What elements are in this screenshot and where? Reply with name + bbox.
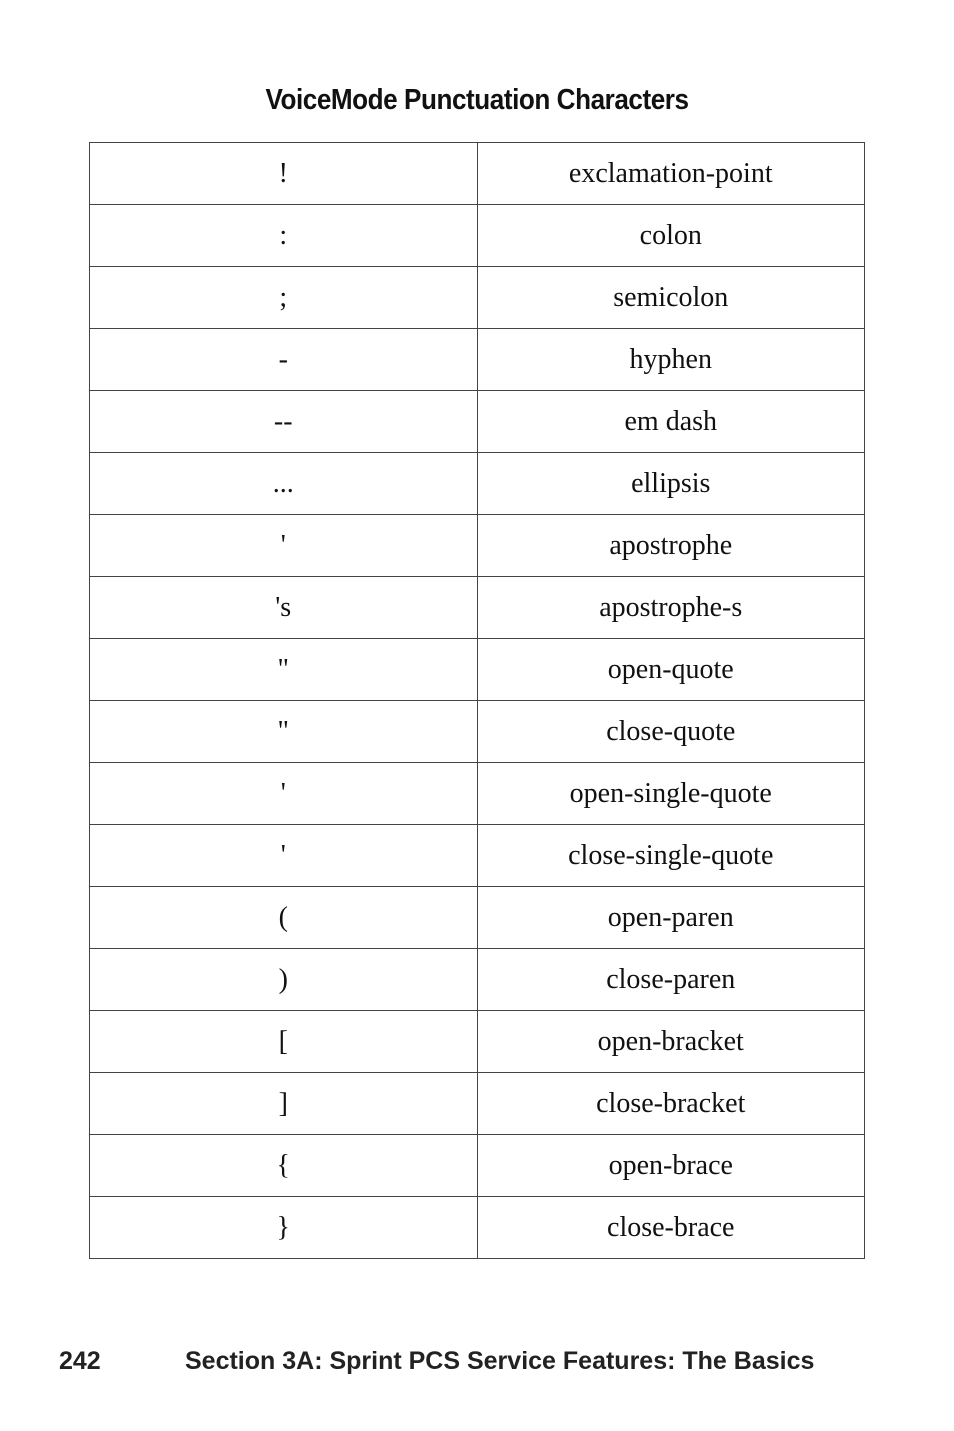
punctuation-name-cell: exclamation-point [477, 143, 865, 205]
punctuation-name-cell: close-single-quote [477, 825, 865, 887]
table-row [90, 1197, 865, 1259]
punctuation-name-cell: open-quote [477, 639, 865, 701]
table-row [90, 825, 865, 887]
punctuation-table [89, 142, 865, 1259]
table-row [90, 639, 865, 701]
table-row [90, 763, 865, 825]
punctuation-symbol-cell: ' [90, 763, 478, 825]
punctuation-symbol-cell: - [90, 329, 478, 391]
punctuation-name-cell: close-paren [477, 949, 865, 1011]
punctuation-symbol-cell: { [90, 1135, 478, 1197]
table-row [90, 1011, 865, 1073]
punctuation-name-cell: open-paren [477, 887, 865, 949]
punctuation-symbol-cell: 's [90, 577, 478, 639]
table-row [90, 143, 865, 205]
punctuation-name-cell: apostrophe-s [477, 577, 865, 639]
punctuation-name-cell: hyphen [477, 329, 865, 391]
punctuation-name-cell: semicolon [477, 267, 865, 329]
punctuation-name-cell: open-bracket [477, 1011, 865, 1073]
punctuation-symbol-cell: ; [90, 267, 478, 329]
punctuation-name-cell: open-single-quote [477, 763, 865, 825]
punctuation-name-cell: em dash [477, 391, 865, 453]
table-row [90, 1135, 865, 1197]
punctuation-symbol-cell: ' [90, 515, 478, 577]
page-title: VoiceMode Punctuation Characters [265, 84, 689, 116]
punctuation-symbol-cell: " [90, 701, 478, 763]
table-row [90, 949, 865, 1011]
table-row [90, 329, 865, 391]
punctuation-name-cell: close-quote [477, 701, 865, 763]
punctuation-symbol-cell: " [90, 639, 478, 701]
punctuation-symbol-cell: ) [90, 949, 478, 1011]
table-row [90, 1073, 865, 1135]
table-row [90, 453, 865, 515]
punctuation-symbol-cell: [ [90, 1011, 478, 1073]
punctuation-symbol-cell: -- [90, 391, 478, 453]
punctuation-name-cell: close-brace [477, 1197, 865, 1259]
punctuation-symbol-cell: ... [90, 453, 478, 515]
section-title: Section 3A: Sprint PCS Service Features: The Basics [185, 1347, 815, 1375]
punctuation-name-cell: apostrophe [477, 515, 865, 577]
table-row [90, 205, 865, 267]
punctuation-symbol-cell: ! [90, 143, 478, 205]
table-row [90, 391, 865, 453]
punctuation-symbol-cell: ' [90, 825, 478, 887]
table-row [90, 515, 865, 577]
table-body [90, 143, 865, 1259]
table-row [90, 887, 865, 949]
punctuation-name-cell: colon [477, 205, 865, 267]
table-row [90, 577, 865, 639]
table-row [90, 701, 865, 763]
punctuation-symbol-cell: } [90, 1197, 478, 1259]
punctuation-symbol-cell: : [90, 205, 478, 267]
punctuation-symbol-cell: ( [90, 887, 478, 949]
punctuation-symbol-cell: ] [90, 1073, 478, 1135]
page-number: 242 [59, 1347, 101, 1375]
punctuation-name-cell: ellipsis [477, 453, 865, 515]
punctuation-name-cell: close-bracket [477, 1073, 865, 1135]
punctuation-name-cell: open-brace [477, 1135, 865, 1197]
table-row [90, 267, 865, 329]
